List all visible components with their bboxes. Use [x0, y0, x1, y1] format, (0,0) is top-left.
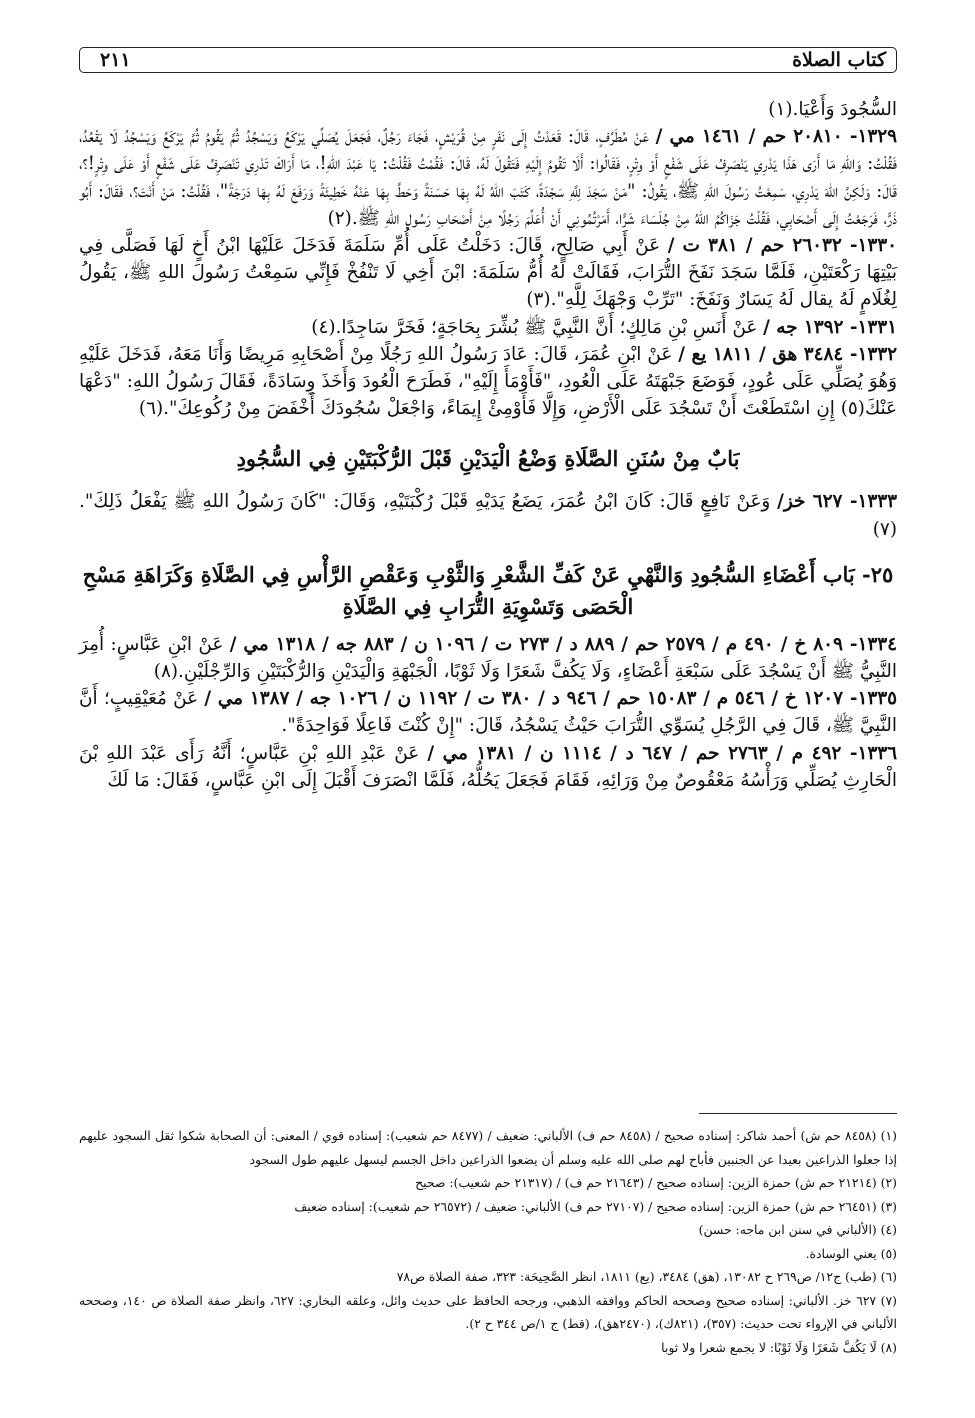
footnote: (١) (٨٤٥٨ حم ش) أحمد شاكر: إسناده صحيح / (٨٤٥٨ حم ف) الألباني: ضعيف / (٨٤٧٧ حم شعيب): إسناده قوي / المعنى: أن الصحابة شكوا ثقل السجود عليهم إذا جعلوا الذراعين بعيدا عن الجنبين فأباح لهم صلى الله عليه وسلم أن يضعوا الذراعين داخل الجسم ليسهل عليهم طول السجود [79, 1128, 898, 1167]
hadith-text: عَنْ ابْنِ عُمَرَ، قَالَ: عَادَ رَسُولُ اللهِ رَجُلًا مِنْ أَصْحَابِهِ مَرِيضًا وَأَنَا مَعَهُ، فَدَخَلَ عَلَيْهِ وَهُوَ يُصَلِّي عَلَى عُودٍ، فَوَضَعَ جَبْهَتَهُ عَلَى الْعُودِ، "فَأَوْمَأَ إِلَيْهِ"، فَطَرَحَ الْعُودَ وَأَخَذَ وِسَادَةً، فَقَالَ رَسُولُ اللهِ: "دَعْهَا عَنْكَ(٥) إِنِ اسْتَطَعْتَ أَنْ تَسْجُدَ عَلَى الْأَرْضِ، وَإِلَّا فَأَوْمِئْ إِيمَاءً، وَاجْعَلْ سُجُودَكَ أَخْفَضَ مِنْ رُكُوعِكَ".(٦) [79, 343, 897, 420]
footnote: (٧) ٦٢٧ خز. الألباني: إسناده صحيح وصححه الحاكم ووافقه الذهبي، ورجحه الحافظ على حديث وائل، وعلقه البخاري: ٦٢٧، وانظر صفة الصلاة ص ١٤٠، وصححه الألباني في الإرواء تحت حديث: (٣٥٧)، (٨٢١ك)، (٢٤٧٠هق)، (قط) ج ١/ص ٣٤٤ ح ٢). [79, 1292, 897, 1331]
hadith-entry [79, 123, 897, 232]
footnote: (٨) لَا يَكُفَّ شَعَرًا وَلَا ثَوْبًا: لا يجمع شعرا ولا ثوبا [661, 1339, 897, 1355]
hadith-text: عَنْ مُعَيْقِيبٍ؛ أَنَّ النَّبِيَّ ﷺ، قَالَ فِي الرَّجُلِ يُسَوِّي التُّرَابَ حَيْثُ يَسْجُدُ، قَالَ: "إِنْ كُنْتَ فَاعِلًا فَوَاحِدَةً". [79, 688, 897, 737]
hadith-entry [79, 685, 897, 739]
hadith-number: ١٣٣٦- ٤٩٢ م / ٢٧٦٣ حم / ٦٤٧ د / ١١١٤ ن / ١٣٨١ مي / [427, 742, 897, 764]
hadith-number: ١٣٢٩- ٢٠٨١٠ حم / ١٤٦١ مي / [655, 126, 897, 148]
hadith-text: عَنْ أَبِي صَالِحٍ، قَالَ: دَخَلْتُ عَلَى أُمِّ سَلَمَةَ فَدَخَلَ عَلَيْهَا ابْنُ أَخٍ لَهَا فَصَلَّى فِي بَيْتِهَا رَكْعَتَيْنِ، فَلَمَّا سَجَدَ نَفَخَ التُّرَابَ، فَقَالَتْ لَهُ أُمُّ سَلَمَةَ: ابْنَ أَخِي لَا تَنْفُخْ فَإِنِّي سَمِعْتُ رَسُولَ اللهِ ﷺ، يَقُولُ لِغُلَامٍ لَهُ يقال لَهُ يَسَارٌ وَنَفَخَ: "تَرِّبْ وَجْهَكَ لِلَّهِ".(٣) [79, 235, 897, 311]
hadith-number: ١٣٣٢- ٣٤٨٤ هق / ١٨١١ يع / [678, 343, 897, 365]
hadith-number: ١٣٣٣- ٦٢٧ خز/ [777, 491, 897, 513]
footnote: (٤) (الألباني في سنن ابن ماجه: حسن) [698, 1222, 897, 1237]
hadith-entry [79, 232, 897, 314]
footnote: (٢) (٢١٢١٤ حم ش) حمزة الزين: إسناده صحيح / (٢١٦٤٣ حم ف) / (٢١٣١٧ حم شعيب): صحيح [415, 1175, 897, 1190]
hadith-entry [79, 341, 897, 423]
footnotes [79, 1124, 897, 1359]
book-title: كتاب الصلاة [792, 49, 886, 71]
hadith-text: وَعَنْ نَافِعٍ قَالَ: كَانَ ابْنُ عُمَرَ، يَضَعُ يَدَيْهِ قَبْلَ رُكْبَتَيْهِ، وَقَالَ: "كَانَ رَسُولُ اللهِ ﷺ يَفْعَلُ ذَلِكَ".(٧) [79, 491, 897, 540]
footnote: (٣) (٢٦٤٥١ حم ش) حمزة الزين: إسناده صحيح / (٢٧١٠٧ حم ف) الألباني: ضعيف / (٢٦٥٧٢ حم شعيب): إسناده ضعيف [294, 1198, 897, 1214]
hadith-number: ١٣٣٥- ١٢٠٧ خ / ٥٤٦ م / ١٥٠٨٣ حم / ٩٤٦ د / ٣٨٠ ت / ١١٩٢ ن / ١٠٢٦ جه / ١٣٨٧ مي / [204, 688, 898, 710]
hadith-text: عَنْ أَنَسِ بْنِ مَالِكٍ؛ أَنَّ النَّبِيَّ ﷺ بُشِّرَ بِحَاجَةٍ؛ فَخَرَّ سَاجِدًا.(٤) [311, 316, 758, 338]
footnote-separator [699, 1113, 897, 1114]
hadith-entry [79, 314, 897, 341]
hadith-text: عَنْ ابْنِ عَبَّاسٍ: أُمِرَ النَّبِيُّ ﷺ أَنْ يَسْجُدَ عَلَى سَبْعَةِ أَعْضَاءٍ، وَلَا يَكُفَّ شَعَرًا وَلَا ثَوْبًا، الْجَبْهَةِ وَالْيَدَيْنِ وَالرُّكْبَتَيْنِ وَالرِّجْلَيْنِ.(٨) [79, 633, 897, 683]
hadith-entry [79, 488, 897, 542]
hadith-entry: السُّجُودَ وَأَعْيَا.(١) [768, 99, 897, 120]
hadith-text: عَنْ مُطَرِّفٍ، قَالَ: قَعَدْتُ إِلَى نَفَرٍ مِنْ قُرَيْشٍ، فَجَاءَ رَجُلٌ، فَجَعَلَ يُصَلِّي يَرْكَعُ وَيَسْجُدُ ثُمَّ يَقُومُ ثُمَّ يَرْكَعُ وَيَسْجُدُ لَا يَقْعُدُ، فَقُلْتُ: وَاللهِ مَا أَرَى هَذَا يَدْرِي يَنْصَرِفُ عَلَى شَفْعٍ أَوْ وِتْرٍ، فَقَالُوا: أَلَا تَقُومُ إِلَيْهِ فَتَقُولَ لَهُ، قَالَ: فَقُمْتُ فَقُلْتُ: يَا عَبْدَ اللهِ!، مَا أَرَاكَ تَدْرِي تَنْصَرِفُ عَلَى شَفْعٍ أَوْ عَلَى وِتْرٍ!؟، قَالَ: وَلَكِنَّ اللهَ يَدْرِي، سَمِعْتُ رَسُولَ اللهِ ﷺ، يَقُولُ: "مَنْ سَجَدَ لِلَّهِ سَجْدَةً، كَتَبَ اللهُ لَهُ بِهَا حَسَنَةً وَحَطَّ بِهَا عَنْهُ خَطِيئَةً وَرَفَعَ لَهُ بِهَا دَرَجَةً"، فَقُلْتُ: مَنْ أَنْتَ؟، فَقَالَ: أَبُو ذَرٍّ، فَرَجَعْتُ إِلَى أَصْحَابِي، فَقُلْتُ جَزَاكُمُ اللهُ مِنْ جُلَسَاءَ شَرًّا، أَمَرْتُمُونِي أَنْ أُعَلِّمَ رَجُلًا مِنْ أَصْحَابِ رَسُولِ اللهِ ﷺ.(٢) [79, 126, 897, 229]
hadith-number: ١٣٣١- ١٣٩٢ جه / [763, 316, 897, 338]
footnote: (٦) (طب) ج١٢/ ص٢٦٩ ح ١٣٠٨٢، (هق) ٣٤٨٤، (يع) ١٨١١، انظر الصَّحِيحَة: ٣٢٣، صفة الصلاة ص٧٨ [396, 1269, 897, 1284]
page-number: ٢١١ [100, 49, 131, 71]
hadith-number: ١٣٣٤- ٨٠٩ خ / ٤٩٠ م / ٢٥٧٩ حم / ٨٨٩ د / ٢٧٣ ت / ١٠٩٦ ن / ٨٨٣ جه / ١٣١٨ مي / [229, 633, 897, 655]
chapter-heading: بَابٌ مِنْ سُنَنِ الصَّلَاةِ وَضْعُ الْيَدَيْنِ قَبْلَ الرُّكْبَتَيْنِ فِي السُّجُودِ [236, 446, 740, 472]
footnote: (٥) يعني الوسادة. [805, 1245, 897, 1261]
chapter-heading: ٢٥- بَاب أَعْضَاءِ السُّجُودِ وَالنَّهْيِ عَنْ كَفِّ الشَّعْرِ وَالثَّوْبِ وَعَقْصِ الرَّأْسِ فِي الصَّلَاةِ وَكَرَاهَةِ مَسْحِ الْحَصَى وَتَسْوِيَةِ التُّرَابِ فِي الصَّلَاةِ [82, 561, 894, 619]
hadith-number: ١٣٣٠- ٢٦٠٣٢ حم / ٣٨١ ت / [667, 235, 897, 257]
hadith-text: عَنْ عَبْدِ اللهِ بْنِ عَبَّاسٍ؛ أَنَّهُ رَأَى عَبْدَ اللهِ بْنَ الْحَارِثِ يُصَلِّي وَرَأْسُهُ مَعْقُوصٌ مِنْ وَرَائِهِ، فَقَامَ فَجَعَلَ يَحُلُّهُ، فَلَمَّا انْصَرَفَ أَقْبَلَ إِلَى ابْنِ عَبَّاسٍ، فَقَالَ: مَا لَكَ [79, 742, 897, 791]
hadith-entry [79, 631, 897, 685]
hadith-entry [79, 740, 897, 794]
main-text [79, 96, 897, 794]
running-header [79, 47, 897, 73]
